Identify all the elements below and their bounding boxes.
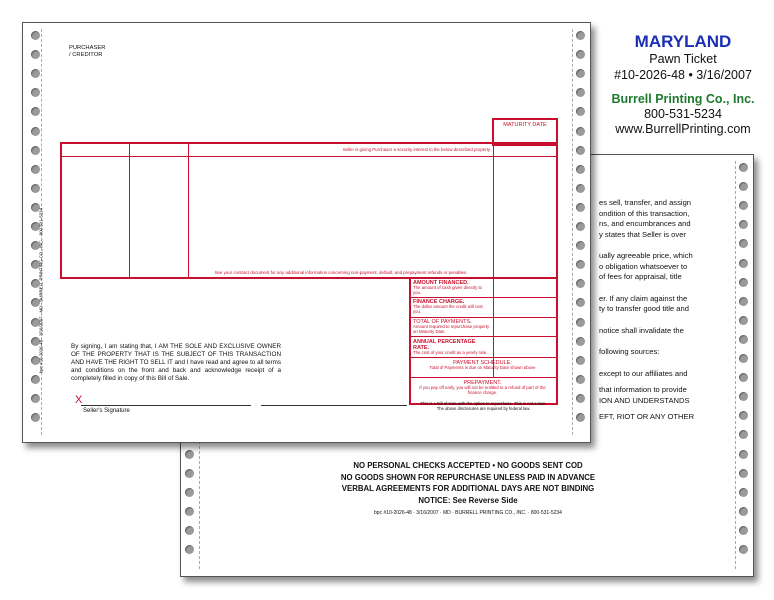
terms-line: that information to provide bbox=[599, 385, 687, 394]
security-interest-note: Seller is giving Purchaser a security interest in the below described property. bbox=[342, 147, 491, 152]
tractor-feed-hole bbox=[185, 469, 194, 478]
tractor-feed-hole bbox=[739, 507, 748, 516]
prepayment-desc: If you pay off early, you will not be entitled to a refund of part of the finance charge. bbox=[419, 385, 546, 395]
finance-charge-desc: The dollar amount the credit will cost you. bbox=[413, 304, 483, 314]
tractor-feed-hole bbox=[739, 392, 748, 401]
tractor-feed-hole bbox=[31, 165, 40, 174]
tractor-feed-hole bbox=[31, 31, 40, 40]
tractor-feed-hole bbox=[185, 488, 194, 497]
amount-financed-label: AMOUNT FINANCED. bbox=[413, 280, 469, 286]
tractor-feed-hole bbox=[576, 298, 585, 307]
tractor-feed-hole bbox=[739, 469, 748, 478]
tractor-feed-hole bbox=[576, 279, 585, 288]
total-of-payments-label: TOTAL OF PAYMENTS. bbox=[413, 319, 472, 325]
notice-line: NOTICE: See Reverse Side bbox=[418, 495, 518, 505]
tractor-feed-hole bbox=[576, 69, 585, 78]
tractor-feed-hole bbox=[576, 203, 585, 212]
tractor-feed-hole bbox=[739, 259, 748, 268]
tractor-feed-hole bbox=[185, 507, 194, 516]
notice-line: VERBAL AGREEMENTS FOR ADDITIONAL DAYS ARE NOT BINDING bbox=[341, 484, 595, 493]
tractor-feed-hole bbox=[31, 50, 40, 59]
tractor-feed-hole bbox=[739, 545, 748, 554]
signature-x: X bbox=[75, 394, 83, 406]
tractor-feed-hole bbox=[739, 488, 748, 497]
tractor-feed-hole bbox=[739, 430, 748, 439]
terms-line: of fees for appraisal, title bbox=[599, 272, 682, 281]
tractor-feed-hole bbox=[739, 163, 748, 172]
tractor-feed-hole bbox=[31, 394, 40, 403]
total-of-payments-cell bbox=[413, 319, 491, 335]
terms-line: ns, and encumbrances and bbox=[599, 219, 691, 228]
tractor-feed-hole bbox=[739, 297, 748, 306]
company-phone: 800-531-5234 bbox=[644, 107, 722, 121]
terms-line: ION AND UNDERSTANDS bbox=[599, 395, 690, 405]
terms-line: ondition of this transaction, bbox=[599, 208, 690, 218]
tractor-feed-hole bbox=[576, 127, 585, 136]
tractor-feed-hole bbox=[576, 222, 585, 231]
apr-desc: The cost of your credit as a yearly rate. bbox=[413, 350, 488, 355]
tractor-feed-hole bbox=[576, 146, 585, 155]
tractor-feed-hole bbox=[739, 354, 748, 363]
tractor-feed-hole bbox=[739, 220, 748, 229]
tractor-feed-hole bbox=[576, 394, 585, 403]
tractor-feed-hole bbox=[739, 182, 748, 191]
tractor-feed-hole bbox=[576, 337, 585, 346]
tractor-feed-hole bbox=[576, 184, 585, 193]
terms-line: er. If any claim against the bbox=[599, 293, 688, 303]
tractor-feed-hole bbox=[576, 375, 585, 384]
finance-charge-label: FINANCE CHARGE. bbox=[413, 299, 465, 305]
tractor-feed-hole bbox=[739, 450, 748, 459]
tractor-feed-hole bbox=[31, 413, 40, 422]
front-sheet bbox=[22, 22, 591, 443]
apr-cell bbox=[413, 339, 491, 356]
seller-signature-line[interactable] bbox=[81, 404, 251, 406]
apr-label: ANNUAL PERCENTAGE RATE. bbox=[413, 339, 476, 351]
payment-schedule-desc: Total of Payments is due on Maturity Date shown above bbox=[429, 365, 536, 370]
tractor-feed-hole bbox=[31, 69, 40, 78]
terms-line: y states that Seller is over bbox=[599, 229, 686, 239]
amount-financed-cell bbox=[413, 280, 491, 296]
notice-line: NO PERSONAL CHECKS ACCEPTED • NO GOODS SENT COD bbox=[353, 461, 583, 470]
back-imprint: bpc #10-2026-48 · 3/16/2007 · MD · BURRELL PRINTING CO., INC. · 800-531-5234 bbox=[374, 510, 562, 516]
tractor-feed-hole bbox=[576, 260, 585, 269]
tractor-feed-hole bbox=[739, 526, 748, 535]
tractor-feed-hole bbox=[576, 88, 585, 97]
tractor-feed-hole bbox=[576, 165, 585, 174]
tractor-feed-hole bbox=[739, 201, 748, 210]
tractor-feed-hole bbox=[739, 373, 748, 382]
tractor-feed-hole bbox=[576, 356, 585, 365]
tractor-feed-hole bbox=[739, 278, 748, 287]
terms-line: following sources: bbox=[599, 347, 660, 356]
tractor-feed-hole bbox=[31, 146, 40, 155]
state-title: MARYLAND bbox=[634, 32, 732, 51]
terms-line: o obligation whatsoever to bbox=[599, 261, 688, 271]
tractor-feed-hole bbox=[576, 31, 585, 40]
prepayment-cell bbox=[413, 380, 552, 396]
tractor-feed-hole bbox=[576, 107, 585, 116]
tractor-feed-hole bbox=[576, 413, 585, 422]
form-type: Pawn Ticket bbox=[649, 52, 717, 66]
tractor-feed-hole bbox=[576, 241, 585, 250]
finance-charge-cell bbox=[413, 299, 491, 315]
terms-line: ty to transfer good title and bbox=[599, 304, 689, 313]
tractor-feed-hole bbox=[739, 411, 748, 420]
purchaser-label: PURCHASER / CREDITOR bbox=[69, 45, 106, 58]
tractor-feed-hole bbox=[739, 239, 748, 248]
property-table bbox=[60, 142, 558, 279]
company-name: Burrell Printing Co., Inc. bbox=[611, 92, 755, 106]
total-of-payments-desc: Amount required to repurchase property on Maturity Date. bbox=[413, 324, 490, 334]
bill-of-sale-note bbox=[411, 401, 556, 411]
tractor-feed-hole bbox=[31, 88, 40, 97]
company-website: www.BurrellPrinting.com bbox=[615, 122, 751, 136]
tractor-feed-hole bbox=[185, 526, 194, 535]
payment-schedule-label: PAYMENT SCHEDULE: bbox=[453, 360, 512, 366]
form-code: #10-2026-48 • 3/16/2007 bbox=[614, 68, 752, 82]
second-signature-line[interactable] bbox=[261, 404, 407, 406]
terms-line: EFT, RIOT OR ANY OTHER bbox=[599, 412, 695, 421]
federal-law-text: The above disclosures are required by federal law. bbox=[436, 406, 531, 411]
terms-line: except to our affiliates and bbox=[599, 368, 688, 378]
back-notices bbox=[281, 460, 655, 506]
terms-line: es sell, transfer, and assign bbox=[599, 198, 692, 207]
printer-info bbox=[598, 92, 768, 137]
notice-line: NO GOODS SHOWN FOR REPURCHASE UNLESS PAID IN ADVANCE bbox=[340, 472, 596, 482]
product-info bbox=[598, 32, 768, 83]
tractor-feed-hole bbox=[185, 545, 194, 554]
tractor-feed-hole bbox=[31, 107, 40, 116]
tractor-feed-hole bbox=[739, 316, 748, 325]
signing-statement: By signing, I am stating that, I AM THE SOLE AND EXCLUSIVE OWNER OF THE PROPERTY THAT IS THE SUBJECT OF THIS TRANSACTION AND HAVE THE RIGHT TO SELL IT and I have read and agree to all terms and conditions on the front and back and acknowledge receipt of a completely filled in copy of this Bill of Sale. bbox=[71, 343, 281, 382]
amount-financed-desc: The amount of cash given directly to you. bbox=[413, 285, 483, 295]
tractor-feed-hole bbox=[185, 450, 194, 459]
tractor-feed-hole bbox=[576, 318, 585, 327]
contract-note: See your contract document for any additional information concerning non-payment, default, and prepayment refunds or penalties. bbox=[214, 270, 468, 275]
terms-line: ually agreeable price, which bbox=[599, 251, 693, 260]
tractor-feed-hole bbox=[31, 127, 40, 136]
payment-schedule-cell bbox=[413, 360, 552, 371]
maturity-date-label: MATURITY DATE bbox=[503, 122, 547, 128]
tractor-feed-hole bbox=[739, 335, 748, 344]
tractor-feed-hole bbox=[576, 50, 585, 59]
prepayment-label: PREPAYMENT. bbox=[463, 380, 502, 386]
bill-of-sale-text: This is a Bill of Sale with the option to repurchase. This is not a loan. bbox=[420, 401, 547, 406]
seller-signature-label: Seller's Signature bbox=[83, 408, 130, 414]
terms-line: notice shall invalidate the bbox=[599, 325, 684, 335]
back-terms bbox=[599, 198, 733, 423]
side-imprint: bpc #10-2026-48 · 3/16/2007 · MD · BURRELL PRINTING CO., INC. · 800-531-5234 bbox=[38, 207, 44, 374]
